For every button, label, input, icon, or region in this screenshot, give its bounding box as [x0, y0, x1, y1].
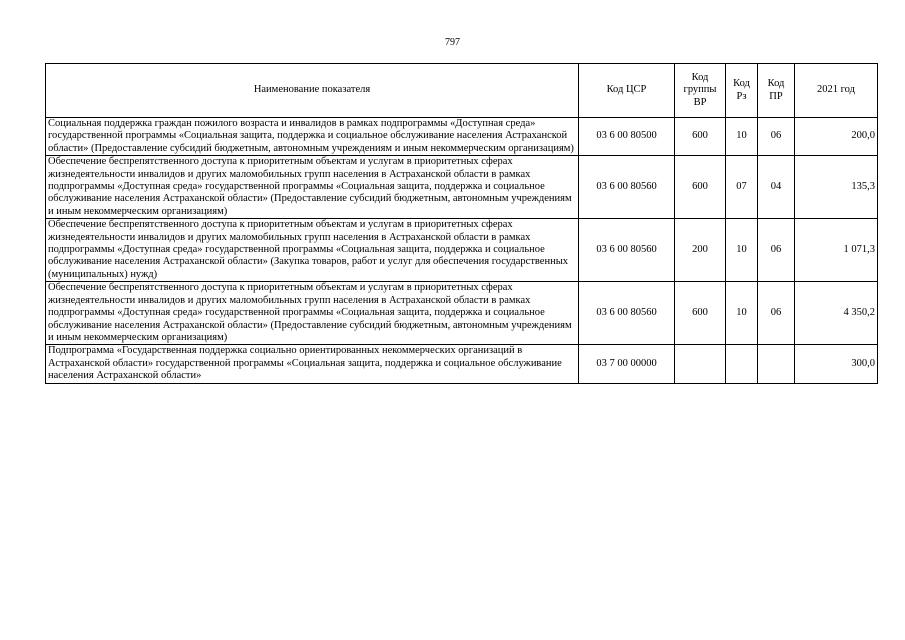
row-amount: 135,3 [795, 156, 878, 219]
header-csr: Код ЦСР [579, 64, 675, 118]
row-pr: 06 [758, 219, 795, 282]
header-vr: Код группы ВР [675, 64, 726, 118]
row-pr: 06 [758, 282, 795, 345]
row-amount: 1 071,3 [795, 219, 878, 282]
table-row [46, 345, 878, 383]
page-number: 797 [445, 37, 460, 48]
table-row [46, 118, 878, 156]
row-rz: 07 [726, 156, 758, 219]
row-rz [726, 345, 758, 383]
table-row [46, 156, 878, 219]
table-row [46, 282, 878, 345]
row-csr: 03 6 00 80500 [579, 118, 675, 156]
row-name: Подпрограмма «Государственная поддержка социально ориентированных некоммерческих организаций в Астраханской области» государственной программы «Социальная защита, поддержка и социальное обслуживание населения Астраханской области» [46, 345, 579, 383]
row-name: Обеспечение беспрепятственного доступа к приоритетным объектам и услугам в приоритетных сферах жизнедеятельности инвалидов и других маломобильных групп населения в Астраханской области в рамках подпрограммы «Доступная среда» государственной программы «Социальная защита, поддержка и социальное обслуживание населения Астраханской области» (Закупка товаров, работ и услуг для обеспечения государственных (муниципальных) нужд) [46, 219, 579, 282]
header-name: Наименование показателя [46, 64, 579, 118]
row-vr: 600 [675, 282, 726, 345]
row-vr [675, 345, 726, 383]
row-pr: 04 [758, 156, 795, 219]
row-rz: 10 [726, 282, 758, 345]
row-csr: 03 6 00 80560 [579, 282, 675, 345]
row-vr: 200 [675, 219, 726, 282]
row-amount: 300,0 [795, 345, 878, 383]
row-pr [758, 345, 795, 383]
header-rz: Код Рз [726, 64, 758, 118]
row-rz: 10 [726, 118, 758, 156]
row-csr: 03 7 00 00000 [579, 345, 675, 383]
row-name: Обеспечение беспрепятственного доступа к приоритетным объектам и услугам в приоритетных сферах жизнедеятельности инвалидов и других маломобильных групп населения в Астраханской области в рамках подпрограммы «Доступная среда» государственной программы «Социальная защита, поддержка и социальное обслуживание населения Астраханской области» (Предоставление субсидий бюджетным, автономным учреждениям и иным некоммерческим организациям) [46, 282, 579, 345]
row-name: Социальная поддержка граждан пожилого возраста и инвалидов в рамках подпрограммы «Доступная среда» государственной программы «Социальная защита, поддержка и социальное обслуживание населения Астраханской области» (Предоставление субсидий бюджетным, автономным учреждениям и иным некоммерческим организациям) [46, 118, 579, 156]
table-header-row [46, 64, 878, 118]
row-csr: 03 6 00 80560 [579, 156, 675, 219]
row-rz: 10 [726, 219, 758, 282]
table-row [46, 219, 878, 282]
row-pr: 06 [758, 118, 795, 156]
budget-table [45, 63, 878, 384]
row-vr: 600 [675, 118, 726, 156]
row-amount: 200,0 [795, 118, 878, 156]
header-pr: Код ПР [758, 64, 795, 118]
row-vr: 600 [675, 156, 726, 219]
row-amount: 4 350,2 [795, 282, 878, 345]
row-name: Обеспечение беспрепятственного доступа к приоритетным объектам и услугам в приоритетных сферах жизнедеятельности инвалидов и других маломобильных групп населения в Астраханской области в рамках подпрограммы «Доступная среда» государственной программы «Социальная защита, поддержка и социальное обслуживание населения Астраханской области» (Предоставление субсидий бюджетным, автономным учреждениям и иным некоммерческим организациям) [46, 156, 579, 219]
row-csr: 03 6 00 80560 [579, 219, 675, 282]
header-year: 2021 год [795, 64, 878, 118]
